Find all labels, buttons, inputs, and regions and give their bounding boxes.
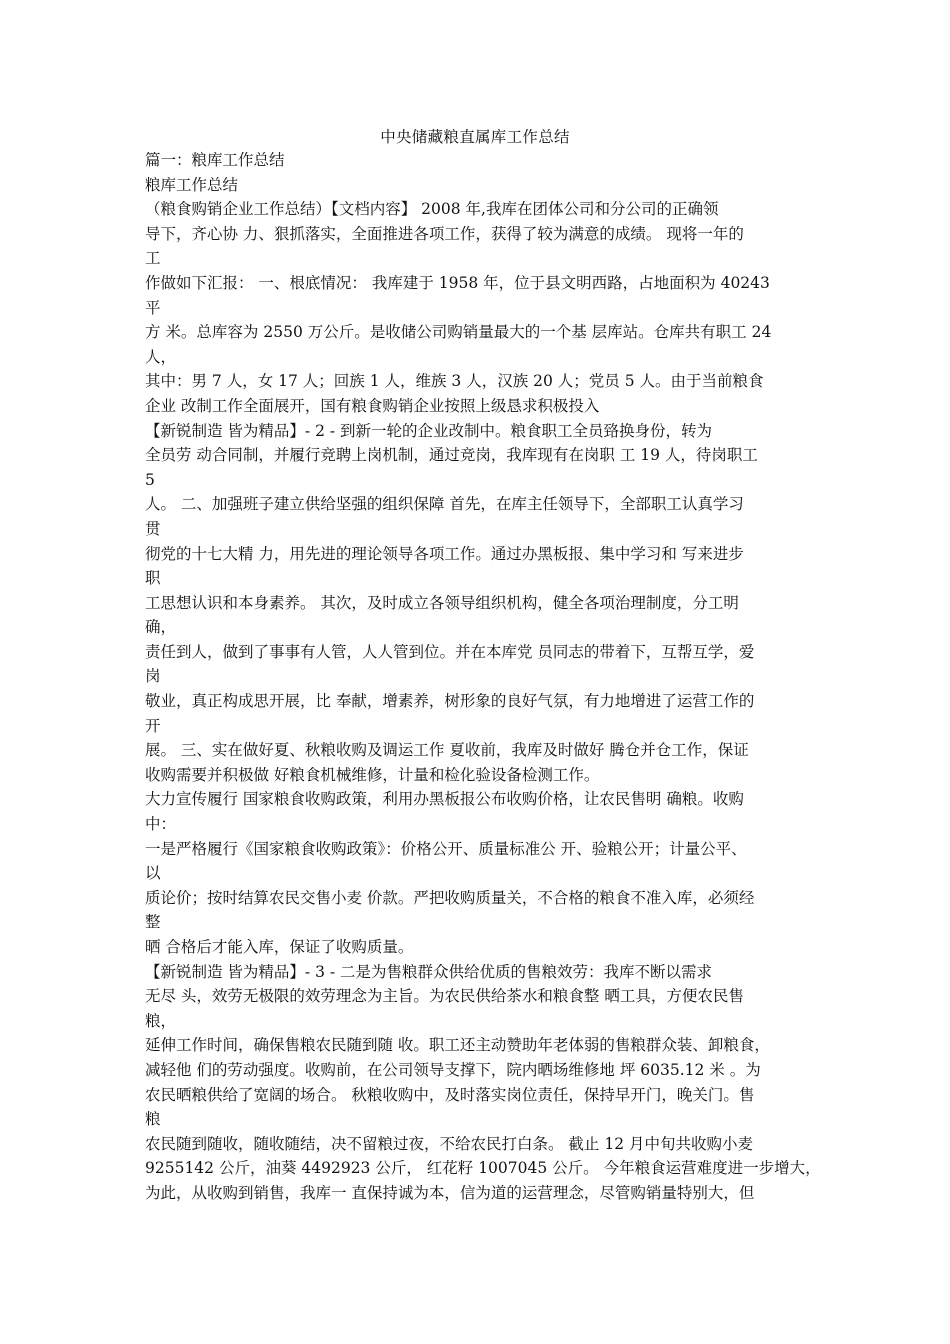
text-line: 贯 (145, 519, 161, 538)
text-line: 一是严格履行《国家粮食收购政策》：价格公开、质量标准公 开、验粮公开；计量公平、 (145, 839, 747, 858)
text-line: 质论价；按时结算农民交售小麦 价款。严把收购质量关，不合格的粮食不准入库，必须经 (145, 888, 755, 907)
text-line: 收购需要并积极做 好粮食机械维修，计量和检化验设备检测工作。 (145, 765, 600, 784)
text-line: 篇一：粮库工作总结 (145, 151, 285, 169)
text-line: 其中：男 7 人，女 17 人；回族 1 人，维族 3 人，汉族 20 人；党员 5 人。由于当前粮食 (145, 372, 764, 391)
text-line: 责任到人，做到了事事有人管，人人管到位。并在本库党 员同志的带着下，互帮互学，爱 (145, 642, 755, 661)
text-line: 粮库工作总结 (145, 175, 239, 194)
text-line: 【新锐制造 皆为精品】- 3 - 二是为售粮群众供给优质的售粮效劳：我库不断以需求 (145, 962, 713, 981)
text-line: 无尽 头，效劳无极限的效劳理念为主旨。为农民供给茶水和粮食整 晒工具，方便农民售 (145, 987, 744, 1006)
text-line: 工思想认识和本身素养。 其次，及时成立各领导组织机构，健全各项治理制度，分工明 (145, 593, 739, 612)
document-body (145, 148, 821, 1206)
text-line: 中： (145, 815, 177, 834)
text-line: 开 (145, 716, 161, 735)
text-line: 人， (145, 347, 177, 366)
text-line: 确， (145, 618, 177, 637)
text-line: 导下，齐心协 力、狠抓落实，全面推进各项工作，获得了较为满意的成绩。 现将一年的 (145, 224, 744, 243)
text-line: 以 (145, 864, 161, 883)
text-line: （粮食购销企业工作总结）【文档内容】 2008 年,我库在团体公司和分公司的正确领 (145, 200, 719, 219)
text-line: 9255142 公斤，油葵 4492923 公斤， 红花籽 1007045 公斤。 今年粮食运营难度进一步增大， (145, 1159, 821, 1178)
text-line: 平 (145, 298, 161, 317)
text-line: 工 (145, 249, 161, 268)
text-line: 全员劳 动合同制，并履行竞聘上岗机制，通过竞岗，我库现有在岗职 工 19 人，待岗职工 (145, 446, 758, 465)
text-line: 为此，从收购到销售，我库一 直保持诚为本，信为道的运营理念，尽管购销量特别大，但 (145, 1183, 755, 1202)
text-line: 敬业，真正构成思开展，比 奉献，增素养，树形象的良好气氛，有力地增进了运营工作的 (145, 692, 755, 711)
text-line: 粮， (145, 1011, 177, 1030)
text-line: 企业 改制工作全面展开，国有粮食购销企业按照上级恳求积极投入 (145, 396, 600, 415)
text-line: 彻党的十七大精 力，用先进的理论领导各项工作。通过办黑板报、集中学习和 写来进步 (145, 544, 744, 563)
text-line: 延伸工作时间，确保售粮农民随到随 收。职工还主动赞助年老体弱的售粮群众装、卸粮食， (145, 1036, 770, 1055)
text-line: 粮 (145, 1110, 161, 1129)
text-line: 方 米。总库容为 2550 万公斤。是收储公司购销量最大的一个基 层库站。仓库共有职工 24 (145, 323, 772, 342)
text-line: 晒 合格后才能入库，保证了收购质量。 (145, 938, 414, 956)
text-line: 人。 二、加强班子建立供给坚强的组织保障 首先，在库主任领导下，全部职工认真学习 (145, 495, 744, 514)
text-line: 【新锐制造 皆为精品】- 2 - 到新一轮的企业改制中。粮食职工全员臵换身份，转为 (145, 421, 713, 440)
document-title: 中央储藏粮直属库工作总结 (380, 128, 570, 146)
text-line: 岗 (145, 667, 161, 686)
text-line: 大力宣传履行 国家粮食收购政策，利用办黑板报公布收购价格，让农民售明 确粮。收购 (145, 790, 744, 809)
text-line: 农民随到随收，随收随结，决不留粮过夜，不给农民打白条。 截止 12 月中旬共收购小麦 (145, 1134, 754, 1153)
text-line: 展。 三、实在做好夏、秋粮收购及调运工作 夏收前，我库及时做好 腾仓并仓工作，保证 (145, 741, 749, 760)
text-line: 减轻他 们的劳动强度。收购前，在公司领导支撑下，院内晒场维修地 坪 6035.12 米 。为 (145, 1060, 761, 1079)
text-line: 5 (145, 470, 155, 489)
text-line: 作做如下汇报： 一、根底情况： 我库建于 1958 年，位于县文明西路，占地面积为 40243 (145, 273, 770, 292)
text-line: 整 (145, 913, 161, 932)
text-line: 职 (145, 569, 161, 588)
text-line: 农民晒粮供给了宽阔的场合。 秋粮收购中，及时落实岗位责任，保持早开门，晚关门。售 (145, 1085, 755, 1104)
